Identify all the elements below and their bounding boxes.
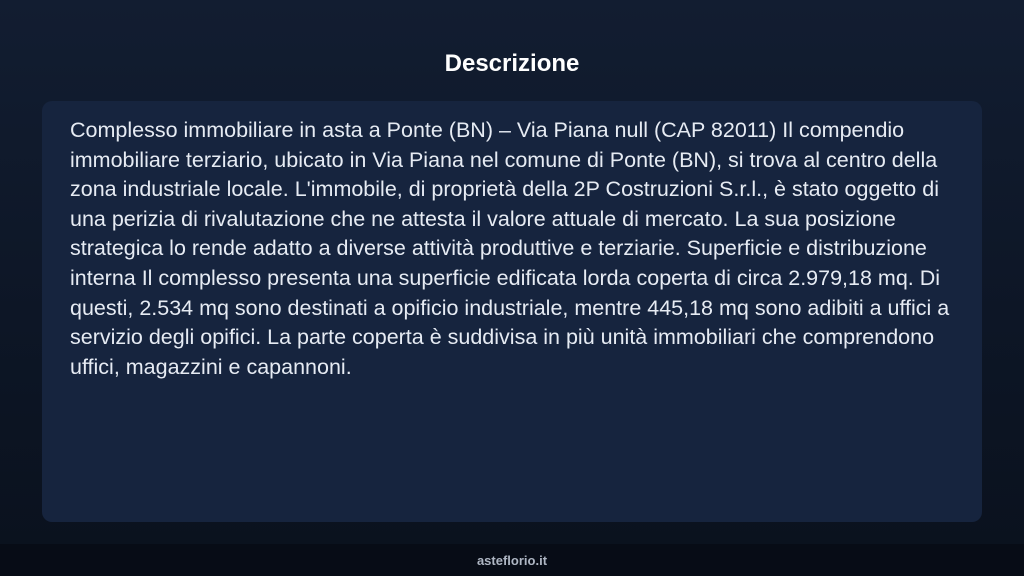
description-card	[42, 101, 982, 522]
footer-bar	[0, 544, 1024, 576]
description-text: Complesso immobiliare in asta a Ponte (BN) – Via Piana null (CAP 82011) Il compendio immobiliare terziario, ubicato in Via Piana nel comune di Ponte (BN), si trova al centro della zona industriale locale. L'immobile, di proprietà della 2P Costruzioni S.r.l., è stato oggetto di una perizia di rivalutazione che ne attesta il valore attuale di mercato. La sua posizione strategica lo rende adatto a diverse attività produttive e terziarie. Superficie e distribuzione interna Il complesso presenta una superficie edificata lorda coperta di circa 2.979,18 mq. Di questi, 2.534 mq sono destinati a opificio industriale, mentre 445,18 mq sono adibiti a uffici a servizio degli opifici. La parte coperta è suddivisa in più unità immobiliari che comprendono uffici, magazzini e capannoni.	[70, 118, 950, 379]
footer-brand: asteflorio.it	[476, 552, 548, 568]
page-title: Descrizione	[444, 50, 580, 77]
